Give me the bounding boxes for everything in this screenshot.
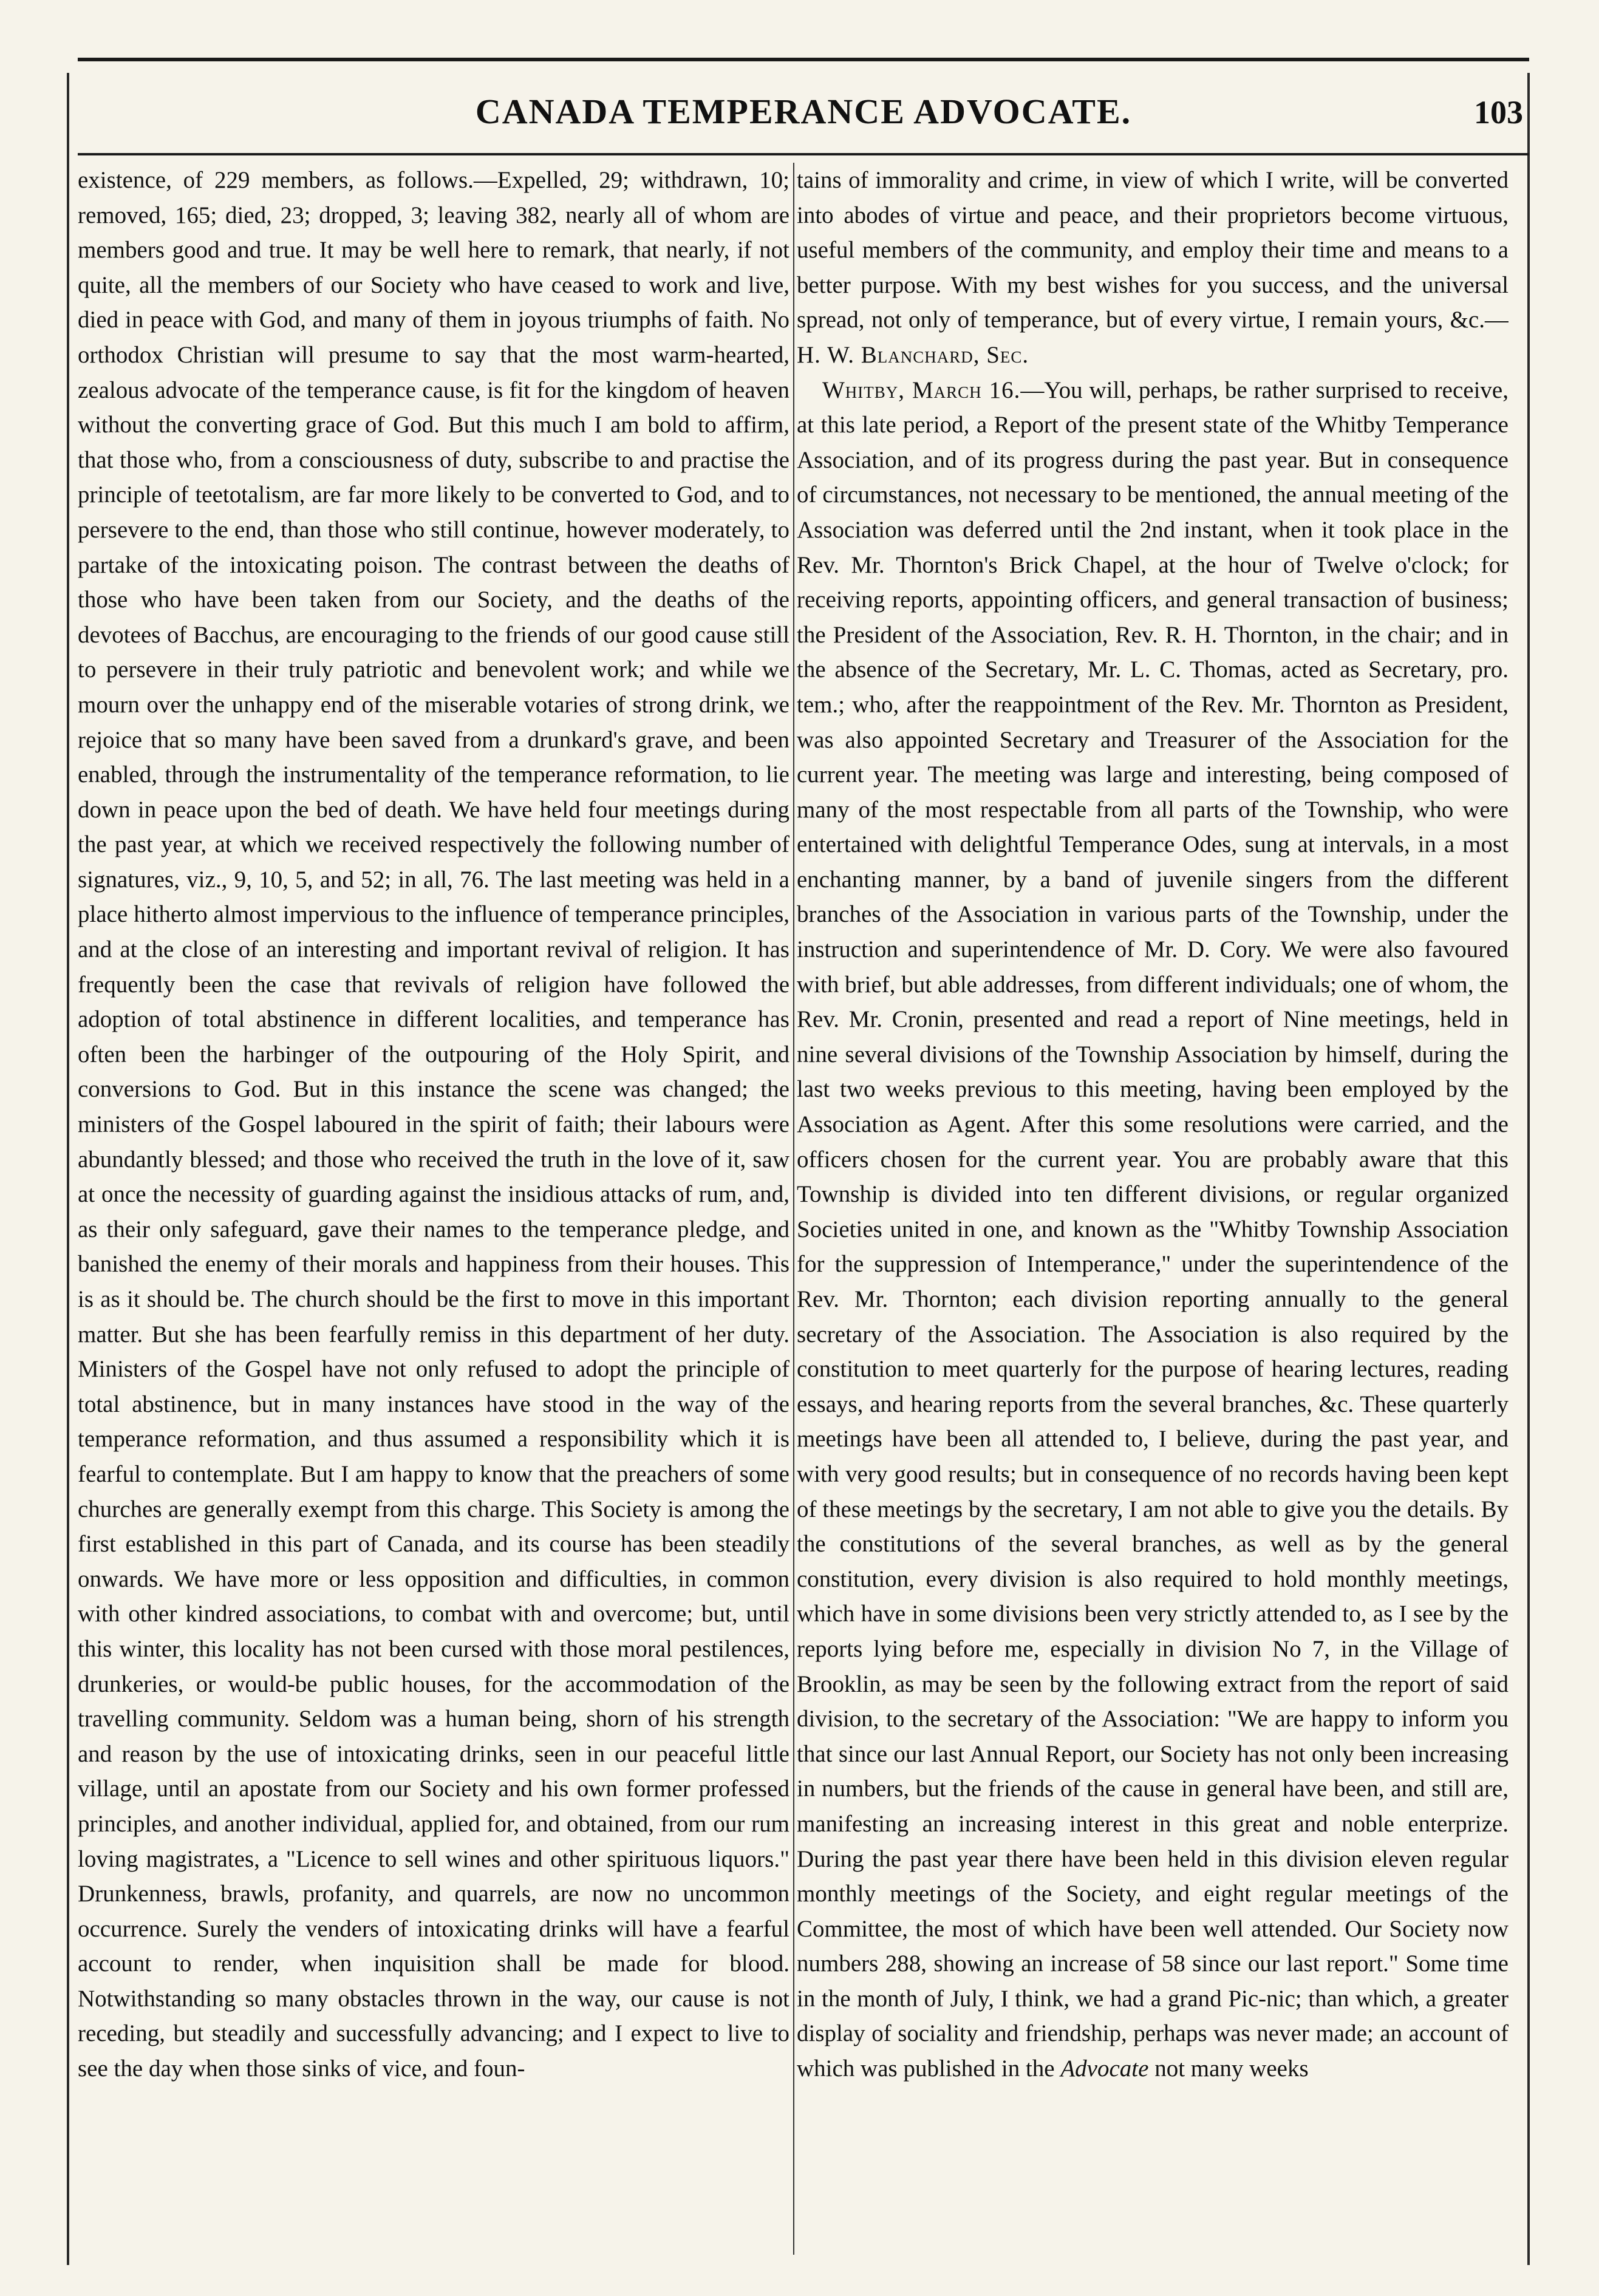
right-column-text-2: —You will, perhaps, be rather surprised to receive, at this late period, a Report of the present state of the Whitby Temperance Association, and of its progress during the past year. But in consequence of circumstances, not necessary to be mentioned, the annual meeting of the Association was deferred until the 2nd instant, when it took place in the Rev. Mr. Thornton's Brick Chapel, at the hour of Twelve o'clock; for receiving reports, appointing officers, and general transaction of business; the President of the Association, Rev. R. H. Thornton, in the chair; and in the absence of the Secretary, Mr. L. C. Thomas, acted as Secretary, pro. tem.; who, after the reappointment of the Rev. Mr. Thornton as President, was also appointed Secretary and Treasurer of the Association for the current year. The meeting was large and interesting, being composed of many of the most respectable from all parts of the Township, who were entertained with delightful Temperance Odes, sung at intervals, in a most enchanting manner, by a band of juvenile singers from the different branches of the Association in various parts of the Township, under the instruction and superintendence of Mr. D. Cory. We were also favoured with brief, but able addresses, from different individuals; one of whom, the Rev. Mr. Cronin, presented and read a report of Nine meetings, held in nine several divisions of the Township Association by himself, during the last two weeks previous to this meeting, having been employed by the Association as Agent. After this some resolutions were carried, and the officers chosen for the current year. You are probably aware that this Township is divided into ten different divisions, or regular organized Societies united in one, and known as the "Whitby Township Association for the suppression of Intemperance," under the superintendence of the Rev. Mr. Thornton; each division reporting annually to the general secretary of the Association. The Association is also required by the constitution to meet quarterly for the purpose of hearing lectures, reading essays, and hearing reports from the several branches, &c. These quarterly meetings have been all attended to, I believe, during the past year, and with very good results; but in consequence of no records having been kept of these meetings by the secretary, I am not able to give you the details. By the constitutions of the several branches, as well as by the general constitution, every division is also required to hold monthly meetings, which have in some divisions been very strictly attended to, as I see by the reports lying before me, especially in division No 7, in the Village of Brooklin, as may be seen by the following extract from the report of said division, to the secretary of the Association: "We are happy to inform you that since our last Annual Report, our Society has not only been increasing in numbers, but the friends of the cause in general have been, and still are, manifesting an increasing interest in this great and noble enterprize. During the past year there have been held in this division eleven regular monthly meetings of the Society, and eight regular meetings of the Committee, the most of which have been well attended. Our Society now numbers 288, showing an increase of 58 since our last report." Some time in the month of July, I think, we had a grand Pic-nic; than which, a greater display of sociality and friendship, perhaps was never made; an account of which was published in the [797, 376, 1509, 2082]
top-rule [78, 58, 1529, 61]
left-column-text: existence, of 229 members, as follows.—Expelled, 29; withdrawn, 10; removed, 165; died, 23; dropped, 3; leaving 382, nearly all of whom are members good and true. It may be well here to remark, that nearly, if not quite, all the members of our Society who have ceased to work and live, died in peace with God, and many of them in joyous triumphs of faith. No orthodox Christian will presume to say that the most warm-hearted, zealous advocate of the temperance cause, is fit for the kingdom of heaven without the converting grace of God. But this much I am bold to affirm, that those who, from a consciousness of duty, subscribe to and practise the principle of teetotalism, are far more likely to be converted to God, and to persevere to the end, than those who still continue, however moderately, to partake of the intoxicating poison. The contrast between the deaths of those who have been taken from our Society, and the deaths of the devotees of Bacchus, are encouraging to the friends of our good cause still to persevere in their truly patriotic and benevolent work; and while we mourn over the unhappy end of the miserable votaries of strong drink, we rejoice that so many have been saved from a drunkard's grave, and been enabled, through the instrumentality of the temperance reformation, to lie down in peace upon the bed of death. We have held four meetings during the past year, at which we received respectively the following number of signatures, viz., 9, 10, 5, and 52; in all, 76. The last meeting was held in a place hitherto almost impervious to the influence of temperance principles, and at the close of an interesting and important revival of religion. It has frequently been the case that revivals of religion have followed the adoption of total abstinence in different localities, and temperance has often been the harbinger of the outpouring of the Holy Spirit, and conversions to God. But in this instance the scene was changed; the ministers of the Gospel laboured in the spirit of faith; their labours were abundantly blessed; and those who received the truth in the love of it, saw at once the necessity of guarding against the insidious attacks of rum, and, as their only safeguard, gave their names to the temperance pledge, and banished the enemy of their morals and happiness from their houses. This is as it should be. The church should be the first to move in this important matter. But she has been fearfully remiss in this department of her duty. Ministers of the Gospel have not only refused to adopt the principle of total abstinence, but in many instances have stood in the way of the temperance reformation, and thus assumed a responsibility which it is fearful to contemplate. But I am happy to know that the preachers of some churches are generally exempt from this charge. This Society is among the first established in this part of Canada, and its course has been steadily onwards. We have more or less opposition and difficulties, in common with other kindred associations, to combat with and overcome; but, until this winter, this locality has not been cursed with those moral pestilences, drunkeries, or would-be public houses, for the accommodation of the travelling community. Seldom was a human being, shorn of his strength and reason by the use of intoxicating drinks, seen in our peaceful little village, until an apostate from our Society and his own former professed principles, and another individual, applied for, and obtained, from our rum loving magistrates, a "Licence to sell wines and other spirituous liquors." Drunkenness, brawls, profanity, and quarrels, are now no uncommon occurrence. Surely the venders of intoxicating drinks will have a fearful account to render, when inquisition shall be made for blood. Notwithstanding so many obstacles thrown in the way, our cause is not receding, but steadily and successfully advancing; and I expect to live to see the day when those sinks of vice, and foun- [78, 167, 789, 2082]
right-column-text-1: tains of immorality and crime, in view of which I write, will be converted into abodes of virtue and peace, and their proprietors become virtuous, useful members of the community, and employ their time and means to a better purpose. With my best wishes for you success, and the universal spread, not only of temperance, but of every virtue, I remain yours, &c.— [797, 167, 1509, 333]
right-column [797, 163, 1509, 2258]
right-column-text-3: not many weeks [1148, 2056, 1309, 2082]
page-number: 103 [1474, 94, 1523, 131]
right-border [1527, 73, 1530, 2265]
dateline: Whitby, March 16. [822, 376, 1021, 403]
left-column [78, 163, 789, 2258]
left-border [67, 73, 69, 2265]
right-column-paragraph-1 [797, 163, 1509, 373]
page-header [78, 85, 1529, 146]
right-column-paragraph-2 [797, 373, 1509, 2086]
column-divider [793, 163, 794, 2255]
signature: H. W. Blanchard, Sec. [797, 341, 1029, 368]
italic-word: Advocate [1060, 2056, 1149, 2082]
page-title: CANADA TEMPERANCE ADVOCATE. [475, 92, 1132, 131]
header-rule [78, 153, 1529, 155]
